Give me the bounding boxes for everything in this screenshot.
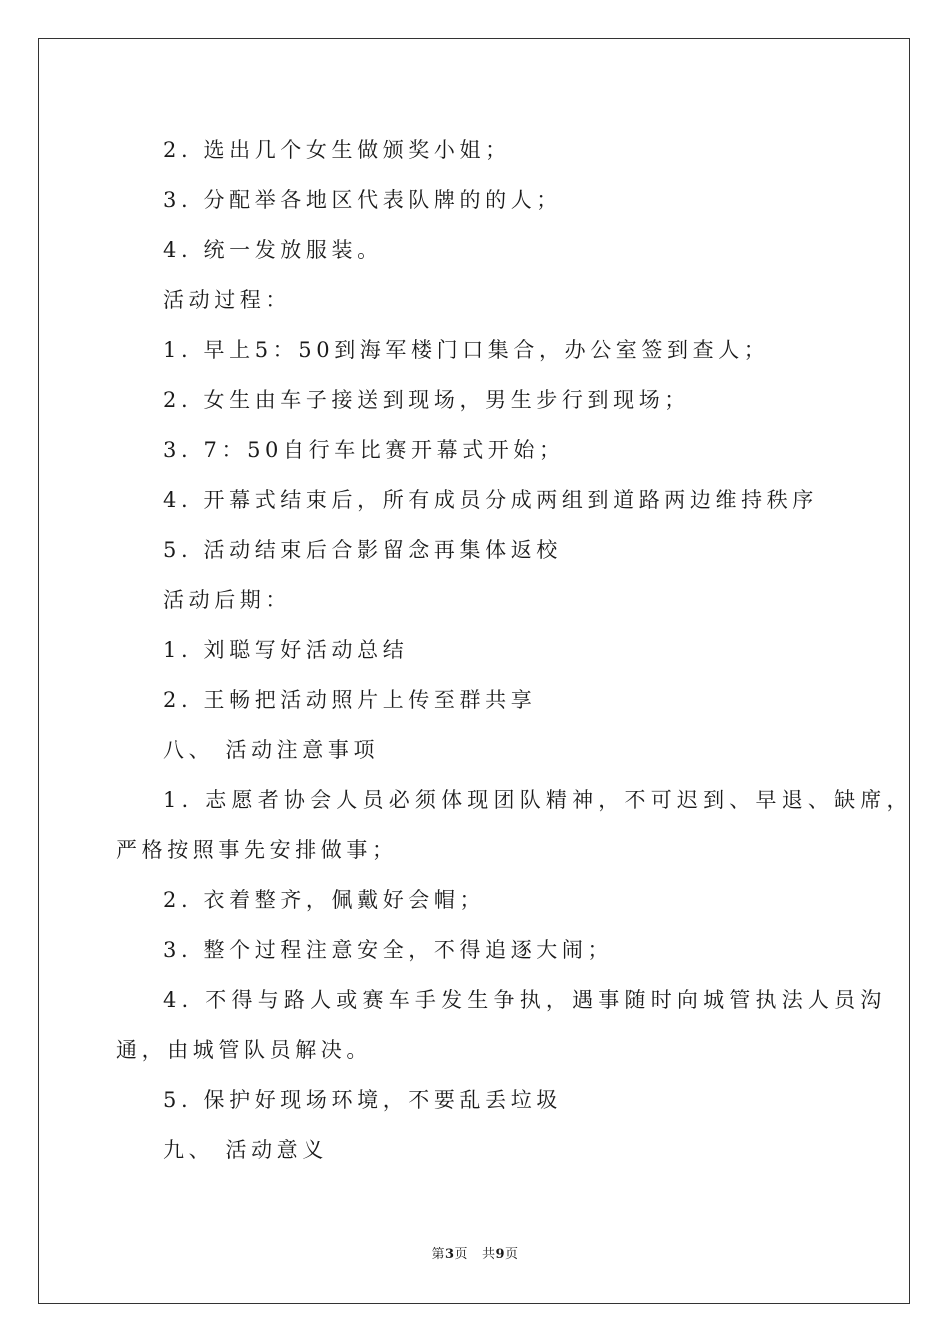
text-line: 3. 分配举各地区代表队牌的的人； [163,188,562,212]
text-line: 4. 统一发放服装。 [163,238,383,262]
text-line: 3. 整个过程注意安全，不得追逐大闹； [163,938,614,962]
text-line: 严格按照事先安排做事； [116,838,398,862]
section-heading: 活动过程： [163,288,291,312]
footer-page-number: 3 [444,1247,455,1262]
text-line: 2. 选出几个女生做颁奖小姐； [163,138,511,162]
footer-total-unit: 页 [505,1247,519,1262]
text-line: 3. 7：50自行车比赛开幕式开始； [163,438,565,462]
text-line: 1. 早上5：50到海军楼门口集合，办公室签到查人； [163,338,770,362]
text-line: 2. 王畅把活动照片上传至群共享 [163,688,537,712]
text-line: 1. 刘聪写好活动总结 [163,638,409,662]
section-heading: 活动后期： [163,588,291,612]
text-line: 5. 保护好现场环境，不要乱丢垃圾 [163,1088,562,1112]
footer-page-unit: 页 [454,1247,469,1262]
text-line: 4. 开幕式结束后，所有成员分成两组到道路两边维持秩序 [163,488,818,512]
text-line: 2. 女生由车子接送到现场，男生步行到现场； [163,388,690,412]
text-line: 5. 活动结束后合影留念再集体返校 [163,538,562,562]
text-line: 1. 志愿者协会人员必须体现团队精神，不可迟到、早退、缺席， [163,788,913,812]
footer-total-prefix: 共 [481,1247,496,1262]
section-heading: 八、 活动注意事项 [163,738,380,762]
text-line: 4. 不得与路人或赛车手发生争执，遇事随时向城管执法人员沟 [163,988,887,1012]
page-border [38,38,910,1304]
page-footer [0,1246,950,1264]
text-line: 通，由城管队员解决。 [116,1038,372,1062]
section-heading: 九、 活动意义 [163,1138,328,1162]
footer-page-prefix: 第 [431,1247,445,1262]
footer-total-pages: 9 [495,1247,506,1262]
text-line: 2. 衣着整齐，佩戴好会帽； [163,888,486,912]
